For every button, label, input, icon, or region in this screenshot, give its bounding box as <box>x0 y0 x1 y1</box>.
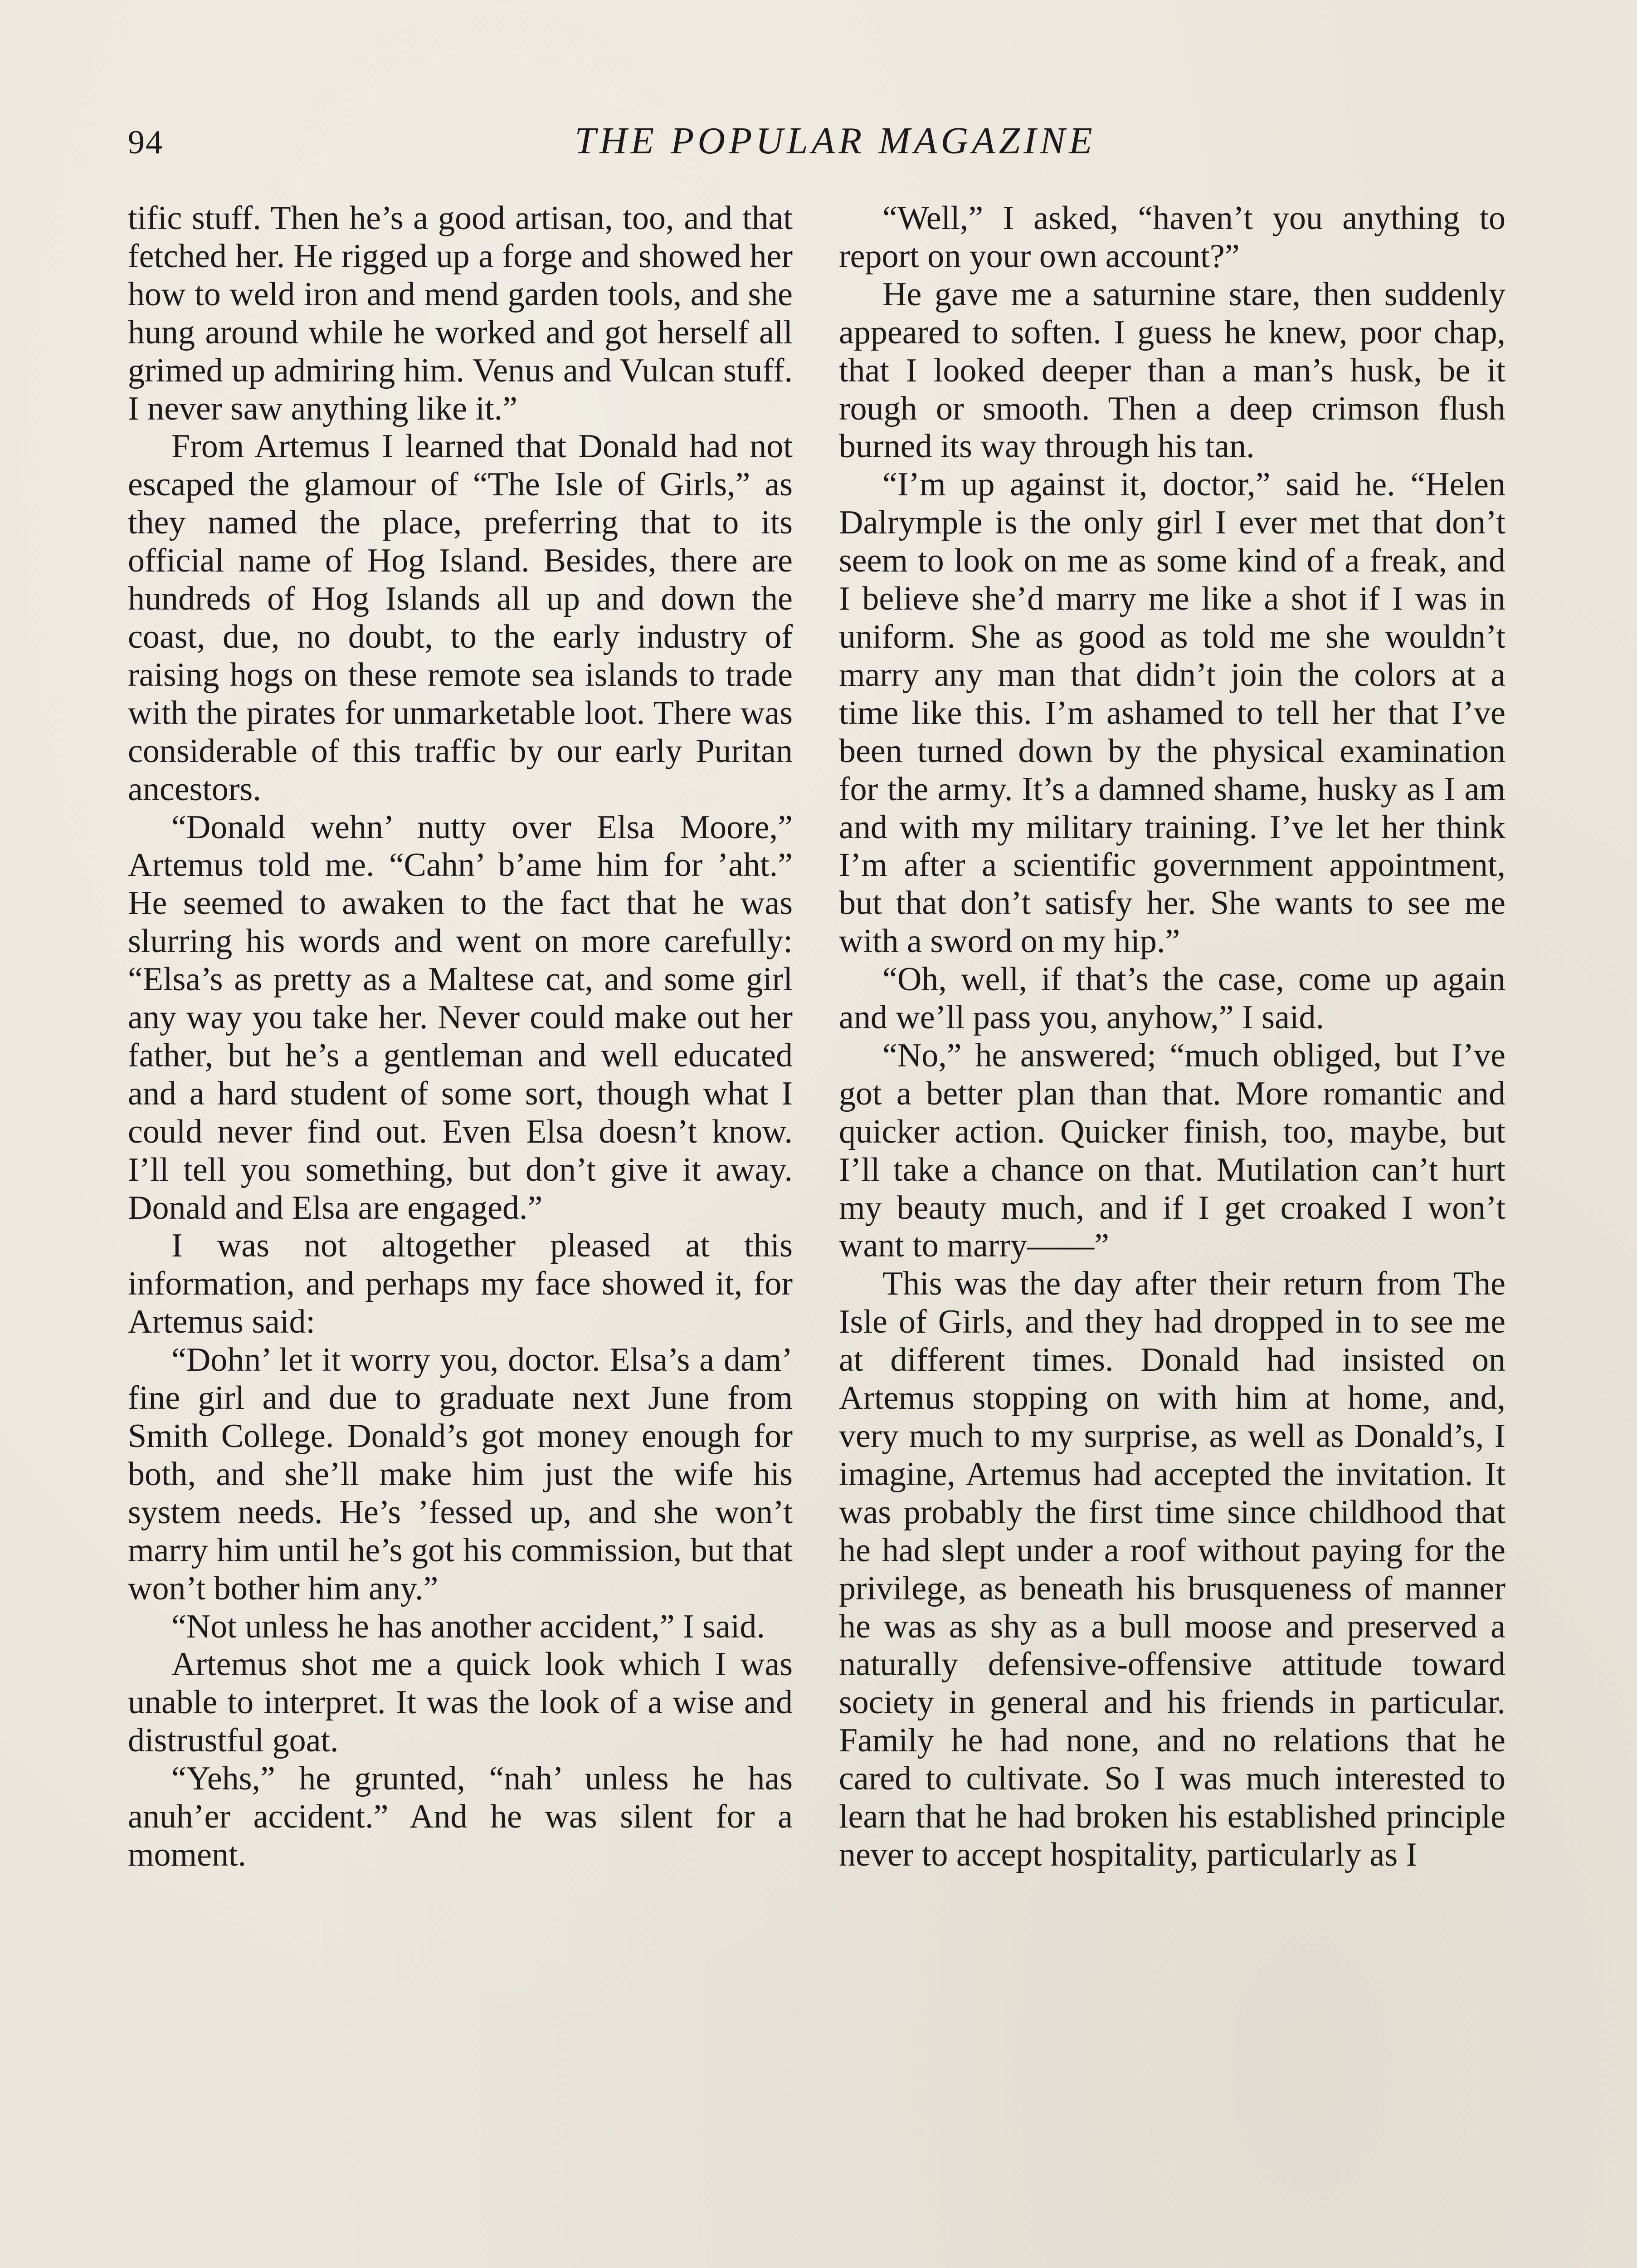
paragraph: “Dohn’ let it worry you, doctor. Elsa’s a dam’ fine girl and due to graduate next June from Smith College. Donald’s got money enough for both, and she’ll make him just the wife his system needs. He’s ’fessed up, and she won’t marry him until he’s got his commission, but that won’t bother him any.” <box>128 1341 793 1607</box>
paragraph: tific stuff. Then he’s a good artisan, too, and that fetched her. He rigged up a forge and showed her how to weld iron and mend garden tools, and she hung around while he worked and got herself all grimed up admiring him. Venus and Vulcan stuff. I never saw anything like it.” <box>128 200 793 427</box>
paragraph: From Artemus I learned that Donald had not escaped the glamour of “The Isle of Girls,” as they named the place, preferring that to its official name of Hog Island. Besides, there are hundreds of Hog Islands all up and down the coast, due, no doubt, to the early industry of raising hogs on these remote sea islands to trade with the pirates for unmarketable loot. There was considerable of this traffic by our early Puritan ancestors. <box>128 428 793 808</box>
paragraph: He gave me a saturnine stare, then suddenly appeared to soften. I guess he knew, poor chap, that I looked deeper than a man’s husk, be it rough or smooth. Then a deep crimson flush burned its way through his tan. <box>839 275 1505 465</box>
paragraph: I was not altogether pleased at this information, and perhaps my face showed it, for Artemus said: <box>128 1227 793 1341</box>
paragraph: “I’m up against it, doctor,” said he. “Helen Dalrymple is the only girl I ever met that don’t seem to look on me as some kind of a freak, and I believe she’d marry me like a shot if I was in uniform. She as good as told me she wouldn’t marry any man that didn’t join the colors at a time like this. I’m ashamed to tell her that I’ve been turned down by the physical examination for the army. It’s a damned shame, husky as I am and with my military training. I’ve let her think I’m after a scientific government appointment, but that don’t satisfy her. She wants to see me with a sword on my hip.” <box>839 466 1505 960</box>
page-number: 94 <box>128 124 163 161</box>
paragraph: This was the day after their return from The Isle of Girls, and they had dropped in to see me at different times. Donald had insisted on Artemus stopping on with him at home, and, very much to my surprise, as well as Donald’s, I imagine, Artemus had accepted the invitation. It was probably the first time since childhood that he had slept under a roof without paying for the privilege, as beneath his brusqueness of manner he was as shy as a bull moose and preserved a naturally defensive-offensive attitude toward society in general and his friends in particular. Family he had none, and no relations that he cared to cultivate. So I was much interested to learn that he had broken his established principle never to accept hospitality, particularly as I <box>839 1265 1505 1873</box>
paragraph: “Well,” I asked, “haven’t you anything to report on your own account?” <box>839 200 1505 275</box>
paragraph: Artemus shot me a quick look which I was unable to interpret. It was the look of a wise and distrustful goat. <box>128 1646 793 1760</box>
paragraph: “Not unless he has another accident,” I said. <box>171 1608 765 1645</box>
paragraph: “Oh, well, if that’s the case, come up again and we’ll pass you, anyhow,” I said. <box>839 961 1505 1036</box>
paragraph: “Yehs,” he grunted, “nah’ unless he has anuh’er accident.” And he was silent for a moment. <box>128 1760 793 1873</box>
page-header <box>128 119 1506 169</box>
magazine-title: THE POPULAR MAGAZINE <box>575 120 1096 162</box>
paragraph: “No,” he answered; “much obliged, but I’ve got a better plan than that. More romantic and quicker action. Quicker finish, too, maybe, but I’ll take a chance on that. Mutilation can’t hurt my beauty much, and if I get croaked I won’t want to marry——” <box>839 1036 1505 1265</box>
left-column <box>128 200 793 1874</box>
paragraph: “Donald wehn’ nutty over Elsa Moore,” Artemus told me. “Cahn’ b’ame him for ’aht.” He seemed to awaken to the fact that he was slurring his words and went on more carefully: “Elsa’s as pretty as a Maltese cat, and some girl any way you take her. Never could make out her father, but he’s a gentleman and well educated and a hard student of some sort, though what I could never find out. Even Elsa doesn’t know. I’ll tell you something, but don’t give it away. Donald and Elsa are engaged.” <box>128 808 793 1227</box>
right-column <box>839 200 1505 1874</box>
